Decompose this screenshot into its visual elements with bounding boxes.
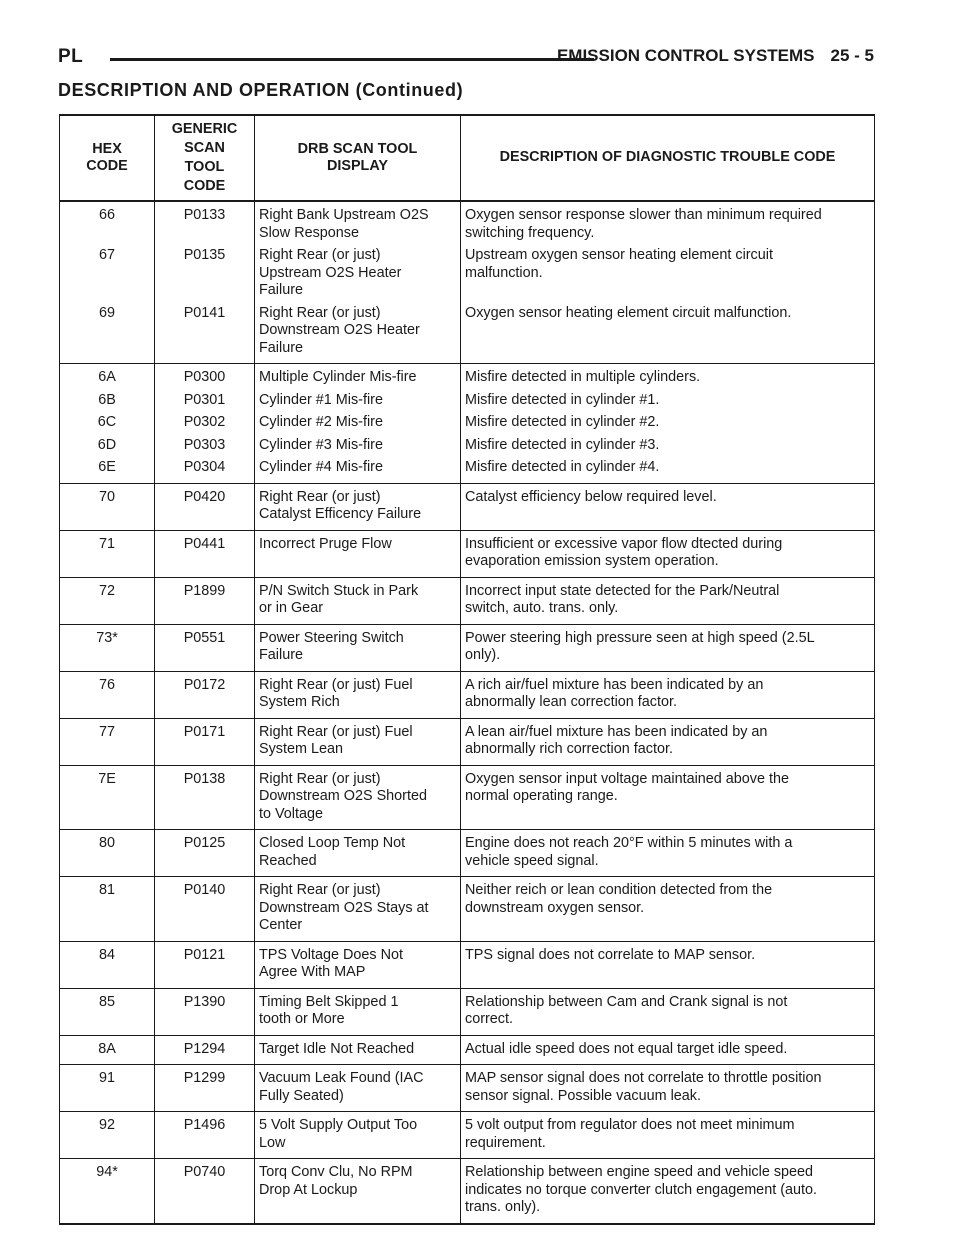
cell-description <box>461 411 875 434</box>
table-row <box>60 1112 875 1159</box>
cell-line: System Rich <box>259 694 340 710</box>
cell-line: Right Rear (or just) <box>259 304 381 321</box>
cell-hex-code: 6C <box>60 411 155 434</box>
header-left-label: PL <box>58 46 84 67</box>
cell-line: tooth or More <box>259 1011 345 1027</box>
cell-line: Right Rear (or just) <box>259 882 381 898</box>
cell-description <box>461 434 875 457</box>
cell-generic-code: P1294 <box>155 1035 255 1065</box>
cell-line: Cylinder #2 Mis-fire <box>259 414 383 430</box>
cell-drb-display <box>255 830 461 877</box>
cell-line: P/N Switch Stuck in Park <box>259 582 419 599</box>
cell-generic-code: P0135 <box>155 244 255 302</box>
cell-drb-display <box>255 718 461 765</box>
table-row <box>60 244 875 302</box>
cell-line: requirement. <box>465 1134 546 1151</box>
cell-hex-code: 92 <box>60 1112 155 1159</box>
cell-generic-code: P0172 <box>155 671 255 718</box>
cell-line: Cylinder #3 Mis-fire <box>259 436 383 453</box>
table-row <box>60 530 875 577</box>
cell-line: Relationship between engine speed and vehicle speed <box>465 1164 814 1180</box>
cell-drb-display <box>255 483 461 530</box>
cell-line: Cylinder #4 Mis-fire <box>259 459 383 475</box>
cell-hex-code: 69 <box>60 302 155 364</box>
cell-description <box>461 877 875 942</box>
cell-line: Power Steering Switch <box>259 629 404 646</box>
cell-generic-code: P0141 <box>155 302 255 364</box>
cell-line: System Lean <box>259 741 343 757</box>
cell-hex-code: 6B <box>60 389 155 412</box>
section-title: DESCRIPTION AND OPERATION (Continued) <box>58 80 464 100</box>
cell-line: abnormally rich correction factor. <box>465 741 673 757</box>
cell-hex-code: 7E <box>60 765 155 830</box>
table-row <box>60 1159 875 1224</box>
cell-generic-code: P0304 <box>155 456 255 483</box>
cell-line: Right Rear (or just) <box>259 247 381 263</box>
cell-generic-code: P0740 <box>155 1159 255 1224</box>
cell-description <box>461 201 875 244</box>
cell-description <box>461 765 875 830</box>
cell-line: Incorrect input state detected for the Park/Neutral <box>465 582 780 599</box>
cell-description <box>461 1065 875 1112</box>
cell-generic-code: P0420 <box>155 483 255 530</box>
cell-description <box>461 718 875 765</box>
cell-description <box>461 624 875 671</box>
cell-drb-display <box>255 671 461 718</box>
cell-hex-code: 6E <box>60 456 155 483</box>
cell-generic-code: P0125 <box>155 830 255 877</box>
cell-hex-code: 77 <box>60 718 155 765</box>
cell-line: to Voltage <box>259 805 324 822</box>
table-row <box>60 389 875 412</box>
cell-drb-display <box>255 244 461 302</box>
cell-line: A rich air/fuel mixture has been indicated by an <box>465 676 764 693</box>
cell-description <box>461 244 875 302</box>
cell-line: Misfire detected in cylinder #3. <box>465 436 660 453</box>
cell-drb-display <box>255 1035 461 1065</box>
cell-line: Actual idle speed does not equal target idle speed. <box>465 1040 788 1057</box>
col-header-description: DESCRIPTION OF DIAGNOSTIC TROUBLE CODE <box>461 115 875 201</box>
cell-line: Oxygen sensor heating element circuit malfunction. <box>465 304 792 321</box>
cell-line: evaporation emission system operation. <box>465 553 719 569</box>
cell-drb-display <box>255 988 461 1035</box>
cell-hex-code: 6A <box>60 364 155 389</box>
cell-description <box>461 1159 875 1224</box>
col-header-drb: DRB SCAN TOOL DISPLAY <box>255 115 461 201</box>
cell-line: Catalyst Efficency Failure <box>259 506 422 522</box>
cell-line: Right Rear (or just) <box>259 488 381 505</box>
cell-drb-display <box>255 1159 461 1224</box>
table-row <box>60 718 875 765</box>
cell-line: Downstream O2S Heater <box>259 322 420 338</box>
cell-drb-display <box>255 1112 461 1159</box>
cell-generic-code: P0301 <box>155 389 255 412</box>
cell-description <box>461 389 875 412</box>
cell-description <box>461 830 875 877</box>
cell-line: Center <box>259 917 303 933</box>
cell-line: TPS signal does not correlate to MAP sensor. <box>465 946 756 963</box>
cell-drb-display <box>255 434 461 457</box>
cell-hex-code: 80 <box>60 830 155 877</box>
cell-line: trans. only). <box>465 1199 541 1215</box>
dtc-table <box>59 114 875 1225</box>
cell-description <box>461 483 875 530</box>
cell-generic-code: P0121 <box>155 941 255 988</box>
cell-drb-display <box>255 624 461 671</box>
cell-generic-code: P0140 <box>155 877 255 942</box>
cell-line: Right Bank Upstream O2S <box>259 207 429 223</box>
cell-line: 5 volt output from regulator does not meet minimum <box>465 1117 795 1133</box>
cell-description <box>461 456 875 483</box>
cell-line: Failure <box>259 282 303 298</box>
cell-line: Misfire detected in multiple cylinders. <box>465 369 701 385</box>
cell-generic-code: P0303 <box>155 434 255 457</box>
cell-description <box>461 530 875 577</box>
cell-line: switch, auto. trans. only. <box>465 600 619 616</box>
cell-line: or in Gear <box>259 600 323 616</box>
cell-line: Misfire detected in cylinder #2. <box>465 414 660 430</box>
header-right <box>557 46 874 66</box>
table-row <box>60 624 875 671</box>
cell-line: Downstream O2S Shorted <box>259 788 427 804</box>
cell-description <box>461 671 875 718</box>
cell-generic-code: P0551 <box>155 624 255 671</box>
header-page-number: 25 - 5 <box>830 46 874 65</box>
table-row <box>60 434 875 457</box>
cell-line: Agree With MAP <box>259 964 366 980</box>
cell-line: Cylinder #1 Mis-fire <box>259 391 383 408</box>
cell-hex-code: 70 <box>60 483 155 530</box>
table-row <box>60 302 875 364</box>
cell-hex-code: 84 <box>60 941 155 988</box>
cell-line: malfunction. <box>465 264 543 281</box>
cell-line: Engine does not reach 20°F within 5 minutes with a <box>465 835 793 851</box>
cell-description <box>461 302 875 364</box>
cell-generic-code: P1390 <box>155 988 255 1035</box>
cell-line: normal operating range. <box>465 788 618 804</box>
dtc-table-body <box>60 201 875 1224</box>
header-rule <box>110 58 594 61</box>
cell-line: Neither reich or lean condition detected from the <box>465 882 773 898</box>
cell-drb-display <box>255 765 461 830</box>
cell-hex-code: 6D <box>60 434 155 457</box>
table-row <box>60 830 875 877</box>
cell-line: Torq Conv Clu, No RPM <box>259 1164 413 1180</box>
cell-line: abnormally lean correction factor. <box>465 694 677 710</box>
cell-line: switching frequency. <box>465 224 595 241</box>
cell-line: A lean air/fuel mixture has been indicated by an <box>465 723 768 740</box>
cell-line: Relationship between Cam and Crank signal is not <box>465 993 788 1010</box>
cell-line: Vacuum Leak Found (IAC <box>259 1070 424 1086</box>
cell-generic-code: P0133 <box>155 201 255 244</box>
cell-drb-display <box>255 941 461 988</box>
cell-line: TPS Voltage Does Not <box>259 946 403 963</box>
cell-hex-code: 73* <box>60 624 155 671</box>
cell-line: Right Rear (or just) Fuel <box>259 676 413 693</box>
cell-drb-display <box>255 877 461 942</box>
cell-line: Upstream oxygen sensor heating element circuit <box>465 247 773 263</box>
cell-line: Oxygen sensor response slower than minimum required <box>465 207 822 223</box>
cell-line: Low <box>259 1134 286 1151</box>
cell-line: Incorrect Pruge Flow <box>259 535 392 552</box>
cell-line: correct. <box>465 1011 513 1027</box>
cell-hex-code: 67 <box>60 244 155 302</box>
cell-line: Failure <box>259 647 303 663</box>
table-row <box>60 1065 875 1112</box>
cell-line: Timing Belt Skipped 1 <box>259 993 399 1010</box>
cell-line: Catalyst efficiency below required level. <box>465 488 717 505</box>
table-row <box>60 877 875 942</box>
cell-line: Upstream O2S Heater <box>259 264 402 281</box>
cell-line: vehicle speed signal. <box>465 852 599 869</box>
cell-generic-code: P1899 <box>155 577 255 624</box>
cell-line: Slow Response <box>259 224 359 241</box>
cell-line: Reached <box>259 852 317 869</box>
cell-line: Misfire detected in cylinder #4. <box>465 459 660 475</box>
table-row <box>60 456 875 483</box>
cell-line: Downstream O2S Stays at <box>259 899 429 916</box>
page-header <box>58 40 874 74</box>
cell-generic-code: P0300 <box>155 364 255 389</box>
cell-line: Closed Loop Temp Not <box>259 835 406 851</box>
cell-line: Insufficient or excessive vapor flow dtected during <box>465 535 783 552</box>
cell-line: MAP sensor signal does not correlate to throttle position <box>465 1070 822 1086</box>
cell-line: downstream oxygen sensor. <box>465 899 645 916</box>
cell-drb-display <box>255 456 461 483</box>
cell-description <box>461 988 875 1035</box>
cell-line: Fully Seated) <box>259 1087 344 1104</box>
cell-generic-code: P1299 <box>155 1065 255 1112</box>
table-row <box>60 364 875 389</box>
cell-line: indicates no torque converter clutch engagement (auto. <box>465 1181 817 1198</box>
cell-hex-code: 76 <box>60 671 155 718</box>
cell-drb-display <box>255 364 461 389</box>
cell-generic-code: P0302 <box>155 411 255 434</box>
cell-generic-code: P0138 <box>155 765 255 830</box>
cell-line: Power steering high pressure seen at high speed (2.5L <box>465 629 815 646</box>
cell-hex-code: 91 <box>60 1065 155 1112</box>
cell-drb-display <box>255 201 461 244</box>
table-row <box>60 941 875 988</box>
table-row <box>60 1035 875 1065</box>
cell-hex-code: 72 <box>60 577 155 624</box>
cell-hex-code: 81 <box>60 877 155 942</box>
cell-description <box>461 364 875 389</box>
cell-drb-display <box>255 389 461 412</box>
table-row <box>60 988 875 1035</box>
table-row <box>60 577 875 624</box>
cell-line: only). <box>465 647 501 663</box>
cell-line: 5 Volt Supply Output Too <box>259 1117 418 1133</box>
table-row <box>60 201 875 244</box>
cell-drb-display <box>255 1065 461 1112</box>
cell-line: sensor signal. Possible vacuum leak. <box>465 1087 701 1104</box>
cell-hex-code: 66 <box>60 201 155 244</box>
cell-description <box>461 1035 875 1065</box>
cell-generic-code: P1496 <box>155 1112 255 1159</box>
header-section-title: EMISSION CONTROL SYSTEMS <box>556 46 815 65</box>
cell-drb-display <box>255 577 461 624</box>
table-row <box>60 765 875 830</box>
cell-hex-code: 8A <box>60 1035 155 1065</box>
cell-hex-code: 85 <box>60 988 155 1035</box>
cell-description <box>461 1112 875 1159</box>
cell-description <box>461 577 875 624</box>
col-header-generic: GENERIC SCAN TOOL CODE <box>155 115 255 201</box>
cell-line: Drop At Lockup <box>259 1181 358 1198</box>
cell-line: Right Rear (or just) <box>259 770 381 787</box>
cell-generic-code: P0171 <box>155 718 255 765</box>
cell-hex-code: 94* <box>60 1159 155 1224</box>
dtc-table-header <box>60 115 875 201</box>
cell-description <box>461 941 875 988</box>
cell-line: Oxygen sensor input voltage maintained above the <box>465 770 790 787</box>
cell-drb-display <box>255 302 461 364</box>
cell-line: Failure <box>259 339 303 356</box>
cell-line: Misfire detected in cylinder #1. <box>465 391 660 408</box>
cell-line: Multiple Cylinder Mis-fire <box>259 369 417 385</box>
cell-hex-code: 71 <box>60 530 155 577</box>
cell-drb-display <box>255 411 461 434</box>
cell-line: Right Rear (or just) Fuel <box>259 723 413 740</box>
cell-line: Target Idle Not Reached <box>259 1040 415 1057</box>
cell-drb-display <box>255 530 461 577</box>
table-row <box>60 411 875 434</box>
cell-generic-code: P0441 <box>155 530 255 577</box>
table-row <box>60 671 875 718</box>
table-row <box>60 483 875 530</box>
col-header-hex: HEX CODE <box>60 115 155 201</box>
